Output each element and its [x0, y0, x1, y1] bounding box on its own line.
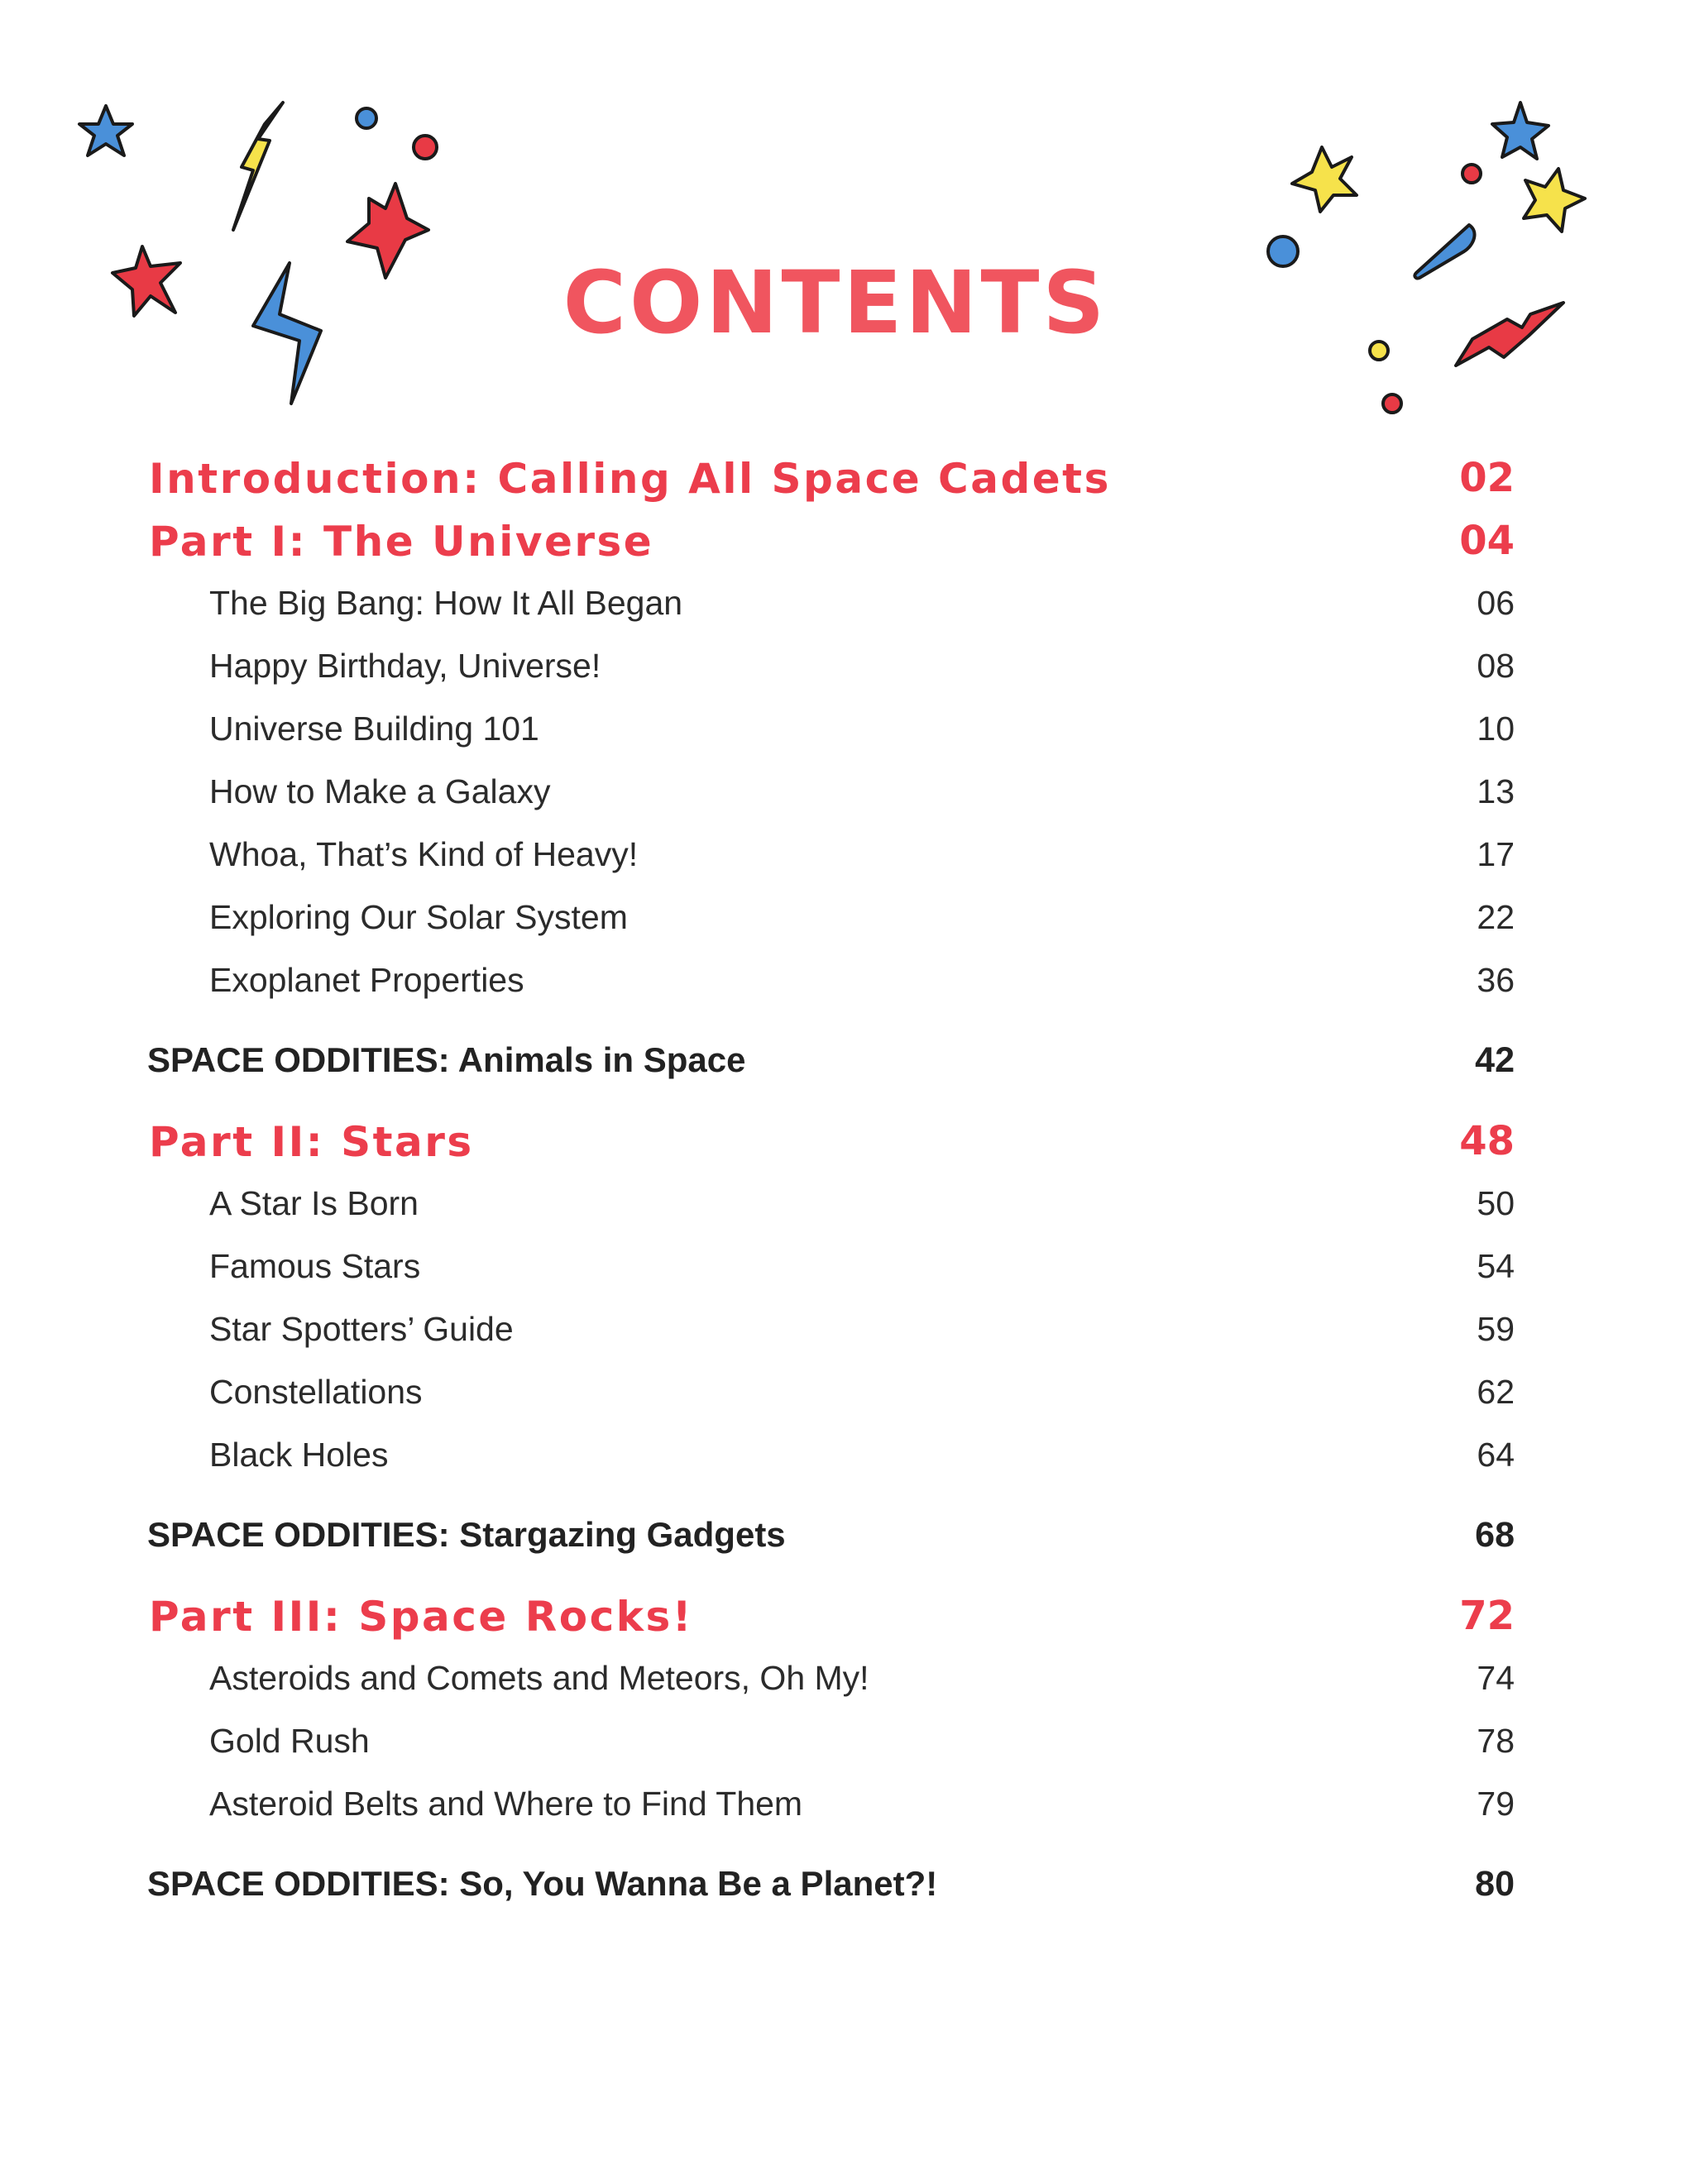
star-icon: [1492, 103, 1549, 159]
toc-entry-title: SPACE ODDITIES: Stargazing Gadgets: [147, 1515, 786, 1554]
toc-entry: [0, 1184, 1685, 1250]
toc-page-number: 04: [1459, 518, 1515, 564]
toc-entry-title: Part II: Stars: [149, 1118, 474, 1166]
toc-entry: [0, 1373, 1685, 1439]
toc-entry-title: Universe Building 101: [209, 710, 539, 748]
toc-entry: [0, 584, 1685, 650]
toc-page-number: 59: [1477, 1310, 1515, 1348]
toc-page-number: 78: [1477, 1722, 1515, 1760]
toc-page-number: 64: [1477, 1436, 1515, 1474]
dot-icon: [357, 108, 376, 128]
toc-part-entry: [0, 518, 1685, 584]
decorations: [0, 0, 1685, 430]
toc-entry: [0, 710, 1685, 776]
toc-page-number: 36: [1477, 961, 1515, 999]
toc-page-number: 54: [1477, 1247, 1515, 1285]
toc-page-number: 68: [1475, 1515, 1515, 1555]
toc-entry-title: SPACE ODDITIES: Animals in Space: [147, 1040, 746, 1079]
toc-page-number: 06: [1477, 584, 1515, 622]
toc-page-number: 17: [1477, 835, 1515, 873]
toc-entry: [0, 1785, 1685, 1851]
toc-page-number: 62: [1477, 1373, 1515, 1411]
toc-page-number: 42: [1475, 1040, 1515, 1080]
toc-page-number: 13: [1477, 772, 1515, 810]
toc-page-number: 08: [1477, 647, 1515, 685]
toc-entry: [0, 1247, 1685, 1313]
toc-entry: [0, 961, 1685, 1027]
toc-space-oddities-entry: [0, 1864, 1685, 1930]
toc-page-number: 50: [1477, 1184, 1515, 1222]
toc-entry: [0, 1722, 1685, 1788]
toc-entry-title: Part III: Space Rocks!: [149, 1593, 694, 1641]
toc-entry-title: Asteroids and Comets and Meteors, Oh My!: [209, 1659, 869, 1697]
star-icon: [1524, 169, 1585, 232]
toc-page-number: 10: [1477, 710, 1515, 748]
toc-page-number: 22: [1477, 898, 1515, 936]
toc-entry-title: A Star Is Born: [209, 1184, 419, 1222]
toc-entry-title: Gold Rush: [209, 1722, 370, 1760]
toc-page-number: 48: [1459, 1118, 1515, 1164]
toc-entry-title: Constellations: [209, 1373, 423, 1411]
toc-entry-title: The Big Bang: How It All Began: [209, 584, 683, 622]
toc-entry-title: Happy Birthday, Universe!: [209, 647, 601, 685]
toc-entry: [0, 647, 1685, 713]
toc-entry-title: Exploring Our Solar System: [209, 898, 628, 936]
dot-icon: [1383, 394, 1401, 413]
toc-space-oddities-entry: [0, 1515, 1685, 1581]
toc-entry-title: Famous Stars: [209, 1247, 421, 1285]
dot-icon: [414, 136, 437, 159]
toc-entry: [0, 1659, 1685, 1725]
toc-entry-title: Part I: The Universe: [149, 518, 654, 566]
toc-entry: [0, 772, 1685, 839]
toc-page-number: 74: [1477, 1659, 1515, 1697]
toc-entry: [0, 1436, 1685, 1502]
toc-entry-title: Introduction: Calling All Space Cadets: [149, 455, 1111, 503]
toc-space-oddities-entry: [0, 1040, 1685, 1106]
dot-icon: [1462, 165, 1481, 183]
toc-page-number: 80: [1475, 1864, 1515, 1904]
toc-page-number: 02: [1459, 455, 1515, 501]
toc-part-entry: [0, 1118, 1685, 1184]
toc-entry-title: Star Spotters’ Guide: [209, 1310, 514, 1348]
toc-entry-title: Asteroid Belts and Where to Find Them: [209, 1785, 803, 1823]
toc-entry-title: Exoplanet Properties: [209, 961, 524, 999]
toc-entry-title: Whoa, That’s Kind of Heavy!: [209, 835, 639, 873]
toc-entry: [0, 1310, 1685, 1376]
toc-part-entry: [0, 455, 1685, 521]
toc-part-entry: [0, 1593, 1685, 1659]
lightning-bolt-icon: [233, 103, 283, 230]
toc-entry-title: How to Make a Galaxy: [209, 772, 551, 810]
toc-entry-title: SPACE ODDITIES: So, You Wanna Be a Planet?!: [147, 1864, 938, 1903]
toc-entry: [0, 898, 1685, 964]
page-title: CONTENTS: [562, 252, 1108, 353]
toc-entry: [0, 835, 1685, 901]
star-icon: [79, 106, 132, 155]
toc-page-number: 79: [1477, 1785, 1515, 1823]
toc-entry-title: Black Holes: [209, 1436, 389, 1474]
toc-page-number: 72: [1459, 1593, 1515, 1639]
star-icon: [1292, 147, 1357, 212]
